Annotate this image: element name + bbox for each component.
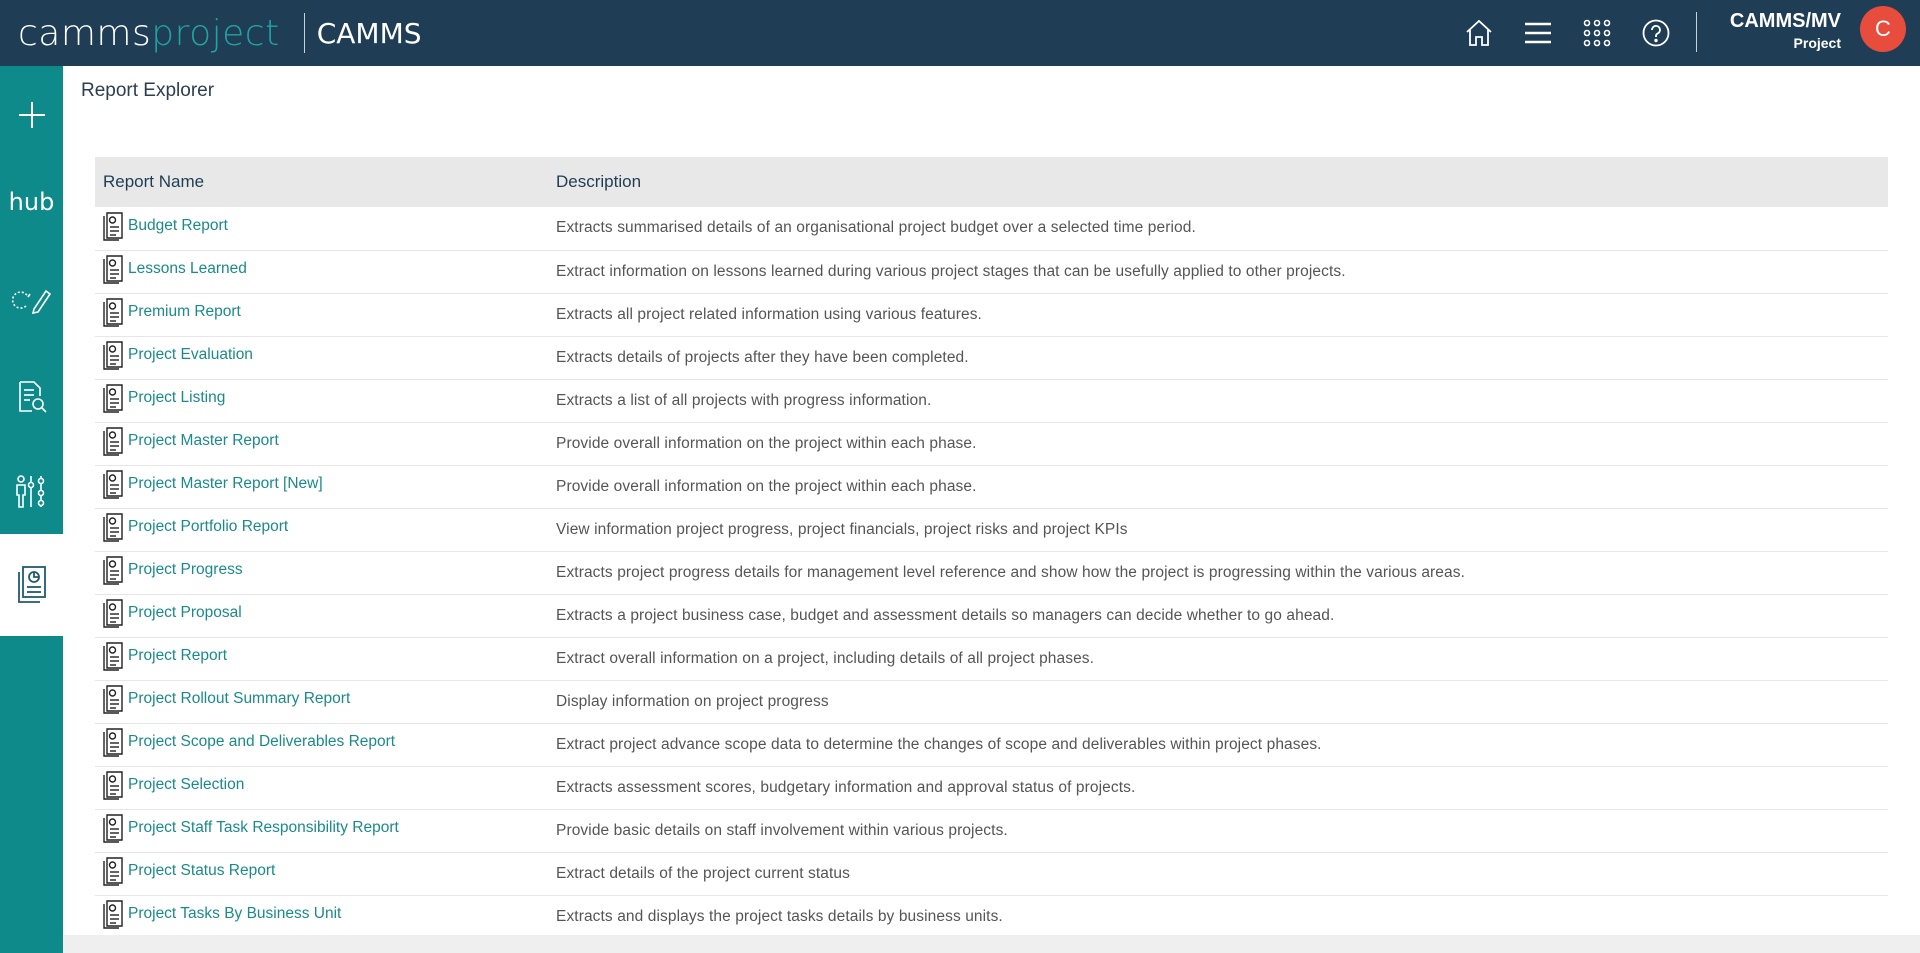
top-nav-icons (1458, 12, 1694, 54)
report-description: Extracts a project business case, budget and assessment details so managers can decide whether to go ahead. (548, 594, 1888, 637)
top-bar (0, 0, 1920, 66)
report-link[interactable] (102, 856, 275, 886)
report-name-cell (95, 809, 548, 852)
report-description: Extracts and displays the project tasks details by business units. (548, 895, 1888, 938)
help-icon[interactable] (1635, 12, 1677, 54)
document-icon (102, 469, 124, 499)
report-name-cell (95, 508, 548, 551)
table-row (95, 594, 1888, 637)
document-icon (102, 899, 124, 929)
report-name: Premium Report (128, 303, 241, 320)
report-link[interactable] (102, 426, 279, 456)
table-row (95, 680, 1888, 723)
report-search-icon[interactable] (0, 364, 63, 430)
report-name: Project Selection (128, 776, 245, 793)
document-icon (102, 555, 124, 585)
table-row (95, 422, 1888, 465)
table-row (95, 766, 1888, 809)
report-description: Extract project advance scope data to determine the changes of scope and deliverables within project phases. (548, 723, 1888, 766)
workflow-edit-icon[interactable] (0, 267, 63, 333)
report-name: Project Status Report (128, 862, 276, 879)
report-link[interactable] (102, 727, 395, 757)
table-row (95, 379, 1888, 422)
avatar[interactable]: C (1860, 6, 1906, 52)
user-divider (1696, 12, 1697, 52)
report-description: Extracts project progress details for management level reference and show how the project is progressing within the various areas. (548, 551, 1888, 594)
report-description: Extracts a list of all projects with progress information. (548, 379, 1888, 422)
report-description: View information project progress, project financials, project risks and project KPIs (548, 508, 1888, 551)
report-description: Extract information on lessons learned during various project stages that can be usefully applied to other projects. (548, 250, 1888, 293)
table-row (95, 336, 1888, 379)
sidebar-item-reports[interactable] (0, 534, 63, 636)
camms-project-logo[interactable] (18, 13, 280, 54)
report-table-container (95, 157, 1888, 939)
report-name: Project Master Report [New] (128, 475, 323, 492)
report-description: Extract details of the project current status (548, 852, 1888, 895)
document-icon (102, 512, 124, 542)
page-title: Report Explorer (81, 80, 215, 101)
report-name-cell (95, 723, 548, 766)
report-description: Extracts all project related information using various features. (548, 293, 1888, 336)
report-name: Project Tasks By Business Unit (128, 905, 342, 922)
table-header-row (95, 157, 1888, 207)
document-icon (102, 770, 124, 800)
report-description: Provide overall information on the project within each phase. (548, 465, 1888, 508)
table-row (95, 637, 1888, 680)
report-link[interactable] (102, 641, 227, 671)
report-name: Project Staff Task Responsibility Report (128, 819, 399, 836)
menu-icon[interactable] (1517, 12, 1559, 54)
document-icon (102, 684, 124, 714)
report-description: Display information on project progress (548, 680, 1888, 723)
table-row (95, 809, 1888, 852)
report-name: Project Portfolio Report (128, 518, 289, 535)
report-link[interactable] (102, 598, 242, 628)
table-row (95, 723, 1888, 766)
report-name: Project Proposal (128, 604, 242, 621)
sidebar-item-hub[interactable] (0, 169, 63, 235)
table-row (95, 852, 1888, 895)
document-icon (102, 340, 124, 370)
home-icon[interactable] (1458, 12, 1500, 54)
table-row (95, 551, 1888, 594)
report-link[interactable] (102, 254, 247, 284)
logo-text-camms: camms (18, 12, 152, 54)
user-org: CAMMS/MV (1729, 10, 1841, 32)
report-name: Budget Report (128, 216, 228, 234)
report-name: Project Rollout Summary Report (128, 690, 351, 707)
report-description: Extracts summarised details of an organisational project budget over a selected time period. (548, 207, 1888, 250)
document-icon (102, 211, 124, 241)
report-link[interactable] (102, 684, 350, 714)
document-icon (102, 426, 124, 456)
report-link[interactable] (102, 297, 241, 327)
report-name-cell (95, 293, 548, 336)
report-description: Provide overall information on the project within each phase. (548, 422, 1888, 465)
report-name-cell (95, 594, 548, 637)
report-name-cell (95, 766, 548, 809)
report-name-cell (95, 465, 548, 508)
report-link[interactable] (102, 340, 253, 370)
report-link[interactable] (102, 512, 288, 542)
report-link[interactable] (102, 383, 225, 413)
report-link[interactable] (102, 469, 323, 499)
hub-label: hub (8, 188, 55, 216)
report-description: Extract overall information on a project, including details of all project phases. (548, 637, 1888, 680)
horizontal-scrollbar[interactable] (63, 935, 1920, 953)
report-name-cell (95, 895, 548, 938)
report-name-cell (95, 250, 548, 293)
report-name: Project Listing (128, 389, 226, 406)
report-name-cell (95, 551, 548, 594)
column-header-report-name[interactable]: Report Name (95, 157, 548, 207)
brand-name: CAMMS (316, 16, 422, 50)
report-name-cell (95, 379, 548, 422)
report-description: Extracts assessment scores, budgetary information and approval status of projects. (548, 766, 1888, 809)
report-link[interactable] (102, 555, 243, 585)
report-name: Project Report (128, 647, 228, 664)
report-name: Lessons Learned (128, 260, 247, 277)
report-table (95, 157, 1888, 939)
report-name: Project Progress (128, 561, 243, 578)
document-icon (102, 856, 124, 886)
report-name-cell (95, 637, 548, 680)
logo-text-project: project (151, 12, 280, 54)
report-name-cell (95, 336, 548, 379)
table-row (95, 293, 1888, 336)
logo-divider (304, 13, 305, 53)
table-row (95, 250, 1888, 293)
document-icon (102, 813, 124, 843)
people-settings-icon[interactable] (0, 458, 63, 524)
report-link[interactable] (102, 211, 228, 241)
document-icon (102, 598, 124, 628)
document-icon (102, 641, 124, 671)
apps-grid-icon[interactable] (1576, 12, 1618, 54)
add-icon[interactable] (0, 82, 63, 148)
sidebar (0, 66, 63, 953)
report-name: Project Evaluation (128, 346, 253, 363)
sidebar-background-bottom (0, 636, 63, 953)
report-name: Project Master Report (128, 432, 279, 449)
table-row (95, 207, 1888, 250)
document-icon (102, 254, 124, 284)
document-icon (102, 727, 124, 757)
user-app: Project (1793, 35, 1841, 51)
report-name-cell (95, 422, 548, 465)
user-info[interactable] (1730, 10, 1841, 51)
report-link[interactable] (102, 770, 244, 800)
report-description: Extracts details of projects after they have been completed. (548, 336, 1888, 379)
table-row (95, 895, 1888, 938)
report-link[interactable] (102, 813, 399, 843)
report-description: Provide basic details on staff involvement within various projects. (548, 809, 1888, 852)
report-link[interactable] (102, 899, 341, 929)
report-name-cell (95, 852, 548, 895)
report-name-cell (95, 207, 548, 250)
table-row (95, 465, 1888, 508)
report-name-cell (95, 680, 548, 723)
report-name: Project Scope and Deliverables Report (128, 733, 396, 750)
table-row (95, 508, 1888, 551)
column-header-description[interactable]: Description (548, 157, 1888, 207)
document-icon (102, 383, 124, 413)
document-icon (102, 297, 124, 327)
